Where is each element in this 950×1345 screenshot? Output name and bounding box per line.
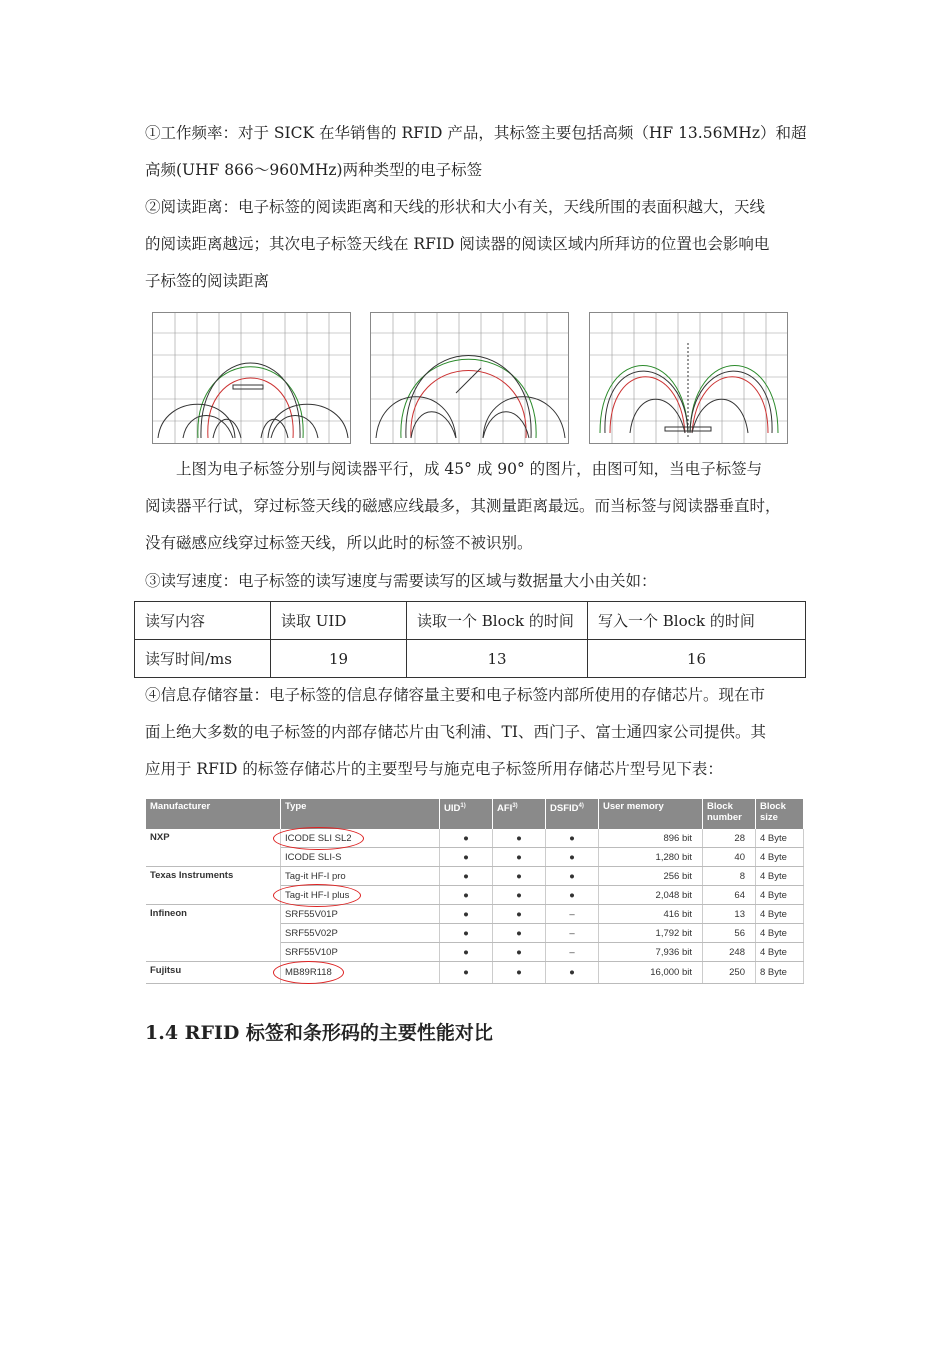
- column-header: Manufacturer: [146, 799, 281, 829]
- table-cell: 250: [703, 962, 756, 984]
- table-cell: ●: [493, 905, 546, 924]
- paragraph-read-distance: [145, 189, 807, 300]
- table-cell: ●: [440, 829, 493, 848]
- table-cell: 读写时间/ms: [135, 640, 271, 678]
- text-line: ③读写速度：电子标签的读写速度与需要读写的区域与数据量大小由关如：: [145, 572, 657, 590]
- table-cell: 8: [703, 867, 756, 886]
- table-cell: ●: [493, 848, 546, 867]
- table-row: [146, 962, 804, 984]
- type-cell: [281, 962, 440, 984]
- column-header: Block size: [756, 799, 804, 829]
- manufacturer-cell: Fujitsu: [146, 962, 281, 984]
- manufacturer-cell: Texas Instruments: [146, 867, 281, 905]
- highlighted-type: ICODE SLI SL2: [285, 832, 352, 844]
- table-cell: 40: [703, 848, 756, 867]
- text-line: ②阅读距离：电子标签的阅读距离和天线的形状和大小有关，天线所围的表面积越大，天线: [145, 198, 766, 216]
- table-cell: 1,792 bit: [599, 924, 703, 943]
- table-cell: ●: [440, 924, 493, 943]
- table-cell: 读取 UID: [271, 602, 407, 640]
- table-cell: ●: [546, 848, 599, 867]
- table-cell: 8 Byte: [756, 962, 804, 984]
- type-cell: [281, 829, 440, 848]
- table-cell: –: [546, 905, 599, 924]
- table-cell: 16,000 bit: [599, 962, 703, 984]
- paragraph-figure-explanation: [145, 451, 807, 562]
- type-cell: SRF55V02P: [281, 924, 440, 943]
- highlighted-type: MB89R118: [285, 967, 332, 978]
- table-cell: ●: [440, 867, 493, 886]
- table-cell: 19: [271, 640, 407, 678]
- table-cell: 248: [703, 943, 756, 962]
- text-line: 高频(UHF 866～960MHz)两种类型的电子标签: [145, 161, 483, 179]
- table-cell: 416 bit: [599, 905, 703, 924]
- chip-model-table: [146, 799, 804, 984]
- table-cell: –: [546, 943, 599, 962]
- table-cell: 7,936 bit: [599, 943, 703, 962]
- table-cell: 读取一个 Block 的时间: [407, 602, 588, 640]
- paragraph-storage-capacity: [145, 677, 807, 788]
- field-pattern-figures: [152, 312, 788, 442]
- table-cell: ●: [493, 829, 546, 848]
- table-cell: ●: [546, 886, 599, 905]
- table-row: [146, 905, 804, 924]
- table-cell: 16: [588, 640, 806, 678]
- column-header: UID$^{1)}$: [440, 799, 493, 829]
- table-cell: ●: [440, 848, 493, 867]
- table-cell: ●: [546, 867, 599, 886]
- text-line: 应用于 RFID 的标签存储芯片的主要型号与施克电子标签所用存储芯片型号见下表：: [145, 760, 723, 778]
- type-cell: Tag-it HF-I pro: [281, 867, 440, 886]
- table-cell: 4 Byte: [756, 924, 804, 943]
- type-cell: ICODE SLI-S: [281, 848, 440, 867]
- column-header: User memory: [599, 799, 703, 829]
- type-cell: SRF55V10P: [281, 943, 440, 962]
- table-cell: 13: [703, 905, 756, 924]
- manufacturer-cell: NXP: [146, 829, 281, 867]
- text-line: 上图为电子标签分别与阅读器平行，成 45° 成 90° 的图片，由图可知，当电子标签与: [176, 460, 763, 478]
- text-line: 的阅读距离越远；其次电子标签天线在 RFID 阅读器的阅读区域内所拜访的位置也会影响电: [145, 235, 770, 253]
- table-header-row: [146, 799, 804, 829]
- table-row: [135, 602, 806, 640]
- text-line: 阅读器平行试，穿过标签天线的磁感应线最多，其测量距离最远。而当标签与阅读器垂直时，: [145, 497, 781, 515]
- text-line: 子标签的阅读距离: [145, 272, 270, 290]
- field-diagram-parallel: [152, 312, 351, 444]
- table-cell: 读写内容: [135, 602, 271, 640]
- column-header: AFI$^{3)}$: [493, 799, 546, 829]
- type-cell: SRF55V01P: [281, 905, 440, 924]
- table-cell: ●: [440, 886, 493, 905]
- text-line: 没有磁感应线穿过标签天线，所以此时的标签不被识别。: [145, 534, 533, 552]
- table-cell: 2,048 bit: [599, 886, 703, 905]
- table-cell: 1,280 bit: [599, 848, 703, 867]
- paragraph-read-speed: [145, 563, 807, 600]
- text-line: 面上绝大多数的电子标签的内部存储芯片由飞利浦、TI、西门子、富士通四家公司提供。其: [145, 723, 766, 741]
- table-cell: 56: [703, 924, 756, 943]
- table-cell: ●: [493, 962, 546, 984]
- type-cell: [281, 886, 440, 905]
- table-cell: 64: [703, 886, 756, 905]
- table-cell: 4 Byte: [756, 905, 804, 924]
- table-cell: ●: [493, 867, 546, 886]
- column-header: DSFID$^{4)}$: [546, 799, 599, 829]
- table-cell: ●: [440, 905, 493, 924]
- text-line: ①工作频率：对于 SICK 在华销售的 RFID 产品，其标签主要包括高频（HF 13.56MHz）和超: [145, 124, 807, 142]
- table-cell: –: [546, 924, 599, 943]
- table-cell: 256 bit: [599, 867, 703, 886]
- table-cell: ●: [440, 943, 493, 962]
- text-line: ④信息存储容量：电子标签的信息存储容量主要和电子标签内部所使用的存储芯片。现在市: [145, 686, 766, 704]
- manufacturer-cell: Infineon: [146, 905, 281, 962]
- table-cell: ●: [546, 962, 599, 984]
- table-cell: 4 Byte: [756, 848, 804, 867]
- table-cell: ●: [493, 886, 546, 905]
- section-heading: 1.4 RFID 标签和条形码的主要性能对比: [145, 1022, 493, 1044]
- table-cell: 4 Byte: [756, 867, 804, 886]
- table-cell: 28: [703, 829, 756, 848]
- field-diagram-90-degree: [589, 312, 788, 444]
- table-cell: 896 bit: [599, 829, 703, 848]
- table-cell: 4 Byte: [756, 829, 804, 848]
- read-write-time-table: [134, 601, 806, 678]
- table-row: [146, 829, 804, 848]
- table-cell: 13: [407, 640, 588, 678]
- table-cell: 4 Byte: [756, 886, 804, 905]
- column-header: Type: [281, 799, 440, 829]
- table-cell: ●: [493, 943, 546, 962]
- paragraph-frequency: [145, 115, 807, 189]
- column-header: Block number: [703, 799, 756, 829]
- highlighted-type: Tag-it HF-I plus: [285, 889, 350, 901]
- table-row: [135, 640, 806, 678]
- table-row: [146, 867, 804, 886]
- table-cell: ●: [493, 924, 546, 943]
- table-cell: ●: [546, 829, 599, 848]
- field-diagram-45-degree: [370, 312, 569, 444]
- table-cell: 写入一个 Block 的时间: [588, 602, 806, 640]
- table-cell: ●: [440, 962, 493, 984]
- table-cell: 4 Byte: [756, 943, 804, 962]
